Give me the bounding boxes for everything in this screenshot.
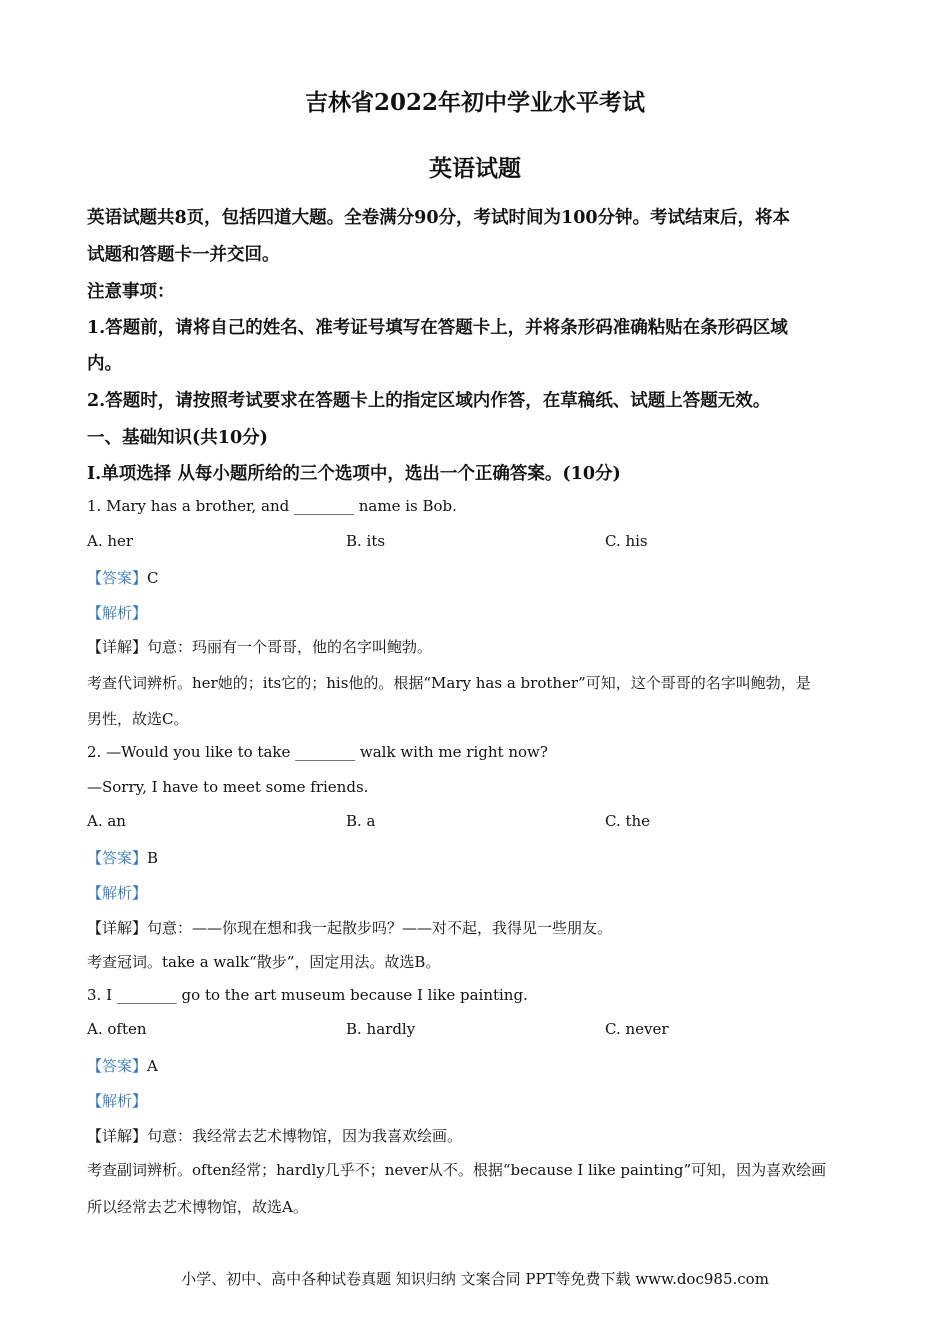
q3-detail <box>87 1125 462 1146</box>
q3-detail-text: 句意：我经常去艺术博物馆，因为我喜欢绘画。 <box>147 1127 463 1145</box>
q3-option-b: B. hardly <box>346 1020 416 1038</box>
page-title: 吉林省2022年初中学业水平考试 <box>304 89 645 116</box>
q1-analysis-tag: 【解析】 <box>87 604 148 622</box>
notice-2: 2.答题时，请按照考试要求在答题卡上的指定区域内作答，在草稿纸、试题上答题无效。 <box>87 391 771 411</box>
answer-tag: 【答案】 <box>87 849 148 867</box>
q1-option-b: B. its <box>346 532 386 550</box>
page-footer: 小学、初中、高中各种试卷真题 知识归纳 文案合同 PPT等免费下载 www.doc985.com <box>181 1270 769 1288</box>
q3-analysis-tag: 【解析】 <box>87 1092 148 1110</box>
detail-tag: 【详解】 <box>87 1127 148 1145</box>
q2-detail-text: 句意：——你现在想和我一起散步吗？——对不起，我得见一些朋友。 <box>147 919 613 937</box>
q1-option-c: C. his <box>605 532 648 550</box>
section-subtitle: I.单项选择 从每小题所给的三个选项中，选出一个正确答案。(10分) <box>87 464 621 484</box>
detail-tag: 【详解】 <box>87 919 148 937</box>
q2-option-b: B. a <box>346 812 376 830</box>
notice-title: 注意事项： <box>87 282 175 302</box>
q3-explain-line-2: 所以经常去艺术博物馆，故选A。 <box>87 1198 308 1216</box>
page-subtitle: 英语试题 <box>429 155 521 182</box>
q1-detail-text: 句意：玛丽有一个哥哥，他的名字叫鲍勃。 <box>147 638 433 656</box>
notice-1-line-1: 1.答题前，请将自己的姓名、准考证号填写在答题卡上，并将条形码准确粘贴在条形码区域 <box>87 318 788 338</box>
q2-detail <box>87 917 612 938</box>
notice-1-line-2: 内。 <box>87 354 122 374</box>
q1-stem: 1. Mary has a brother, and ________ name is Bob. <box>87 497 457 515</box>
q2-option-c: C. the <box>605 812 651 830</box>
q1-option-a: A. her <box>87 532 134 550</box>
q3-answer-value: A <box>147 1057 158 1075</box>
q3-option-a: A. often <box>87 1020 147 1038</box>
q2-option-a: A. an <box>87 812 126 830</box>
q1-answer-value: C <box>147 569 159 587</box>
q3-explain-line-1: 考查副词辨析。often经常；hardly几乎不；never从不。根据“because I like painting”可知，因为喜欢绘画 <box>87 1161 827 1179</box>
q1-explain-line-2: 男性，故选C。 <box>87 710 189 728</box>
q3-answer <box>87 1055 158 1076</box>
q3-stem: 3. I ________ go to the art museum because I like painting. <box>87 986 528 1004</box>
q1-explain-line-1: 考查代词辨析。her她的；its它的；his他的。根据“Mary has a brother”可知，这个哥哥的名字叫鲍勃，是 <box>87 674 811 692</box>
answer-tag: 【答案】 <box>87 569 148 587</box>
intro-line-1: 英语试题共8页，包括四道大题。全卷满分90分，考试时间为100分钟。考试结束后，将本 <box>87 208 791 228</box>
intro-line-2: 试题和答题卡一并交回。 <box>87 245 280 265</box>
q2-answer-value: B <box>147 849 159 867</box>
q2-answer <box>87 847 158 868</box>
answer-tag: 【答案】 <box>87 1057 148 1075</box>
q2-stem-reply: —Sorry, I have to meet some friends. <box>87 778 369 796</box>
detail-tag: 【详解】 <box>87 638 148 656</box>
q1-answer <box>87 567 159 588</box>
section-title: 一、基础知识(共10分) <box>87 428 268 448</box>
q2-stem: 2. —Would you like to take ________ walk with me right now? <box>87 743 548 761</box>
q2-explain-line-1: 考查冠词。take a walk“散步”，固定用法。故选B。 <box>87 953 441 971</box>
q1-detail <box>87 636 432 657</box>
q2-analysis-tag: 【解析】 <box>87 884 148 902</box>
q3-option-c: C. never <box>605 1020 669 1038</box>
